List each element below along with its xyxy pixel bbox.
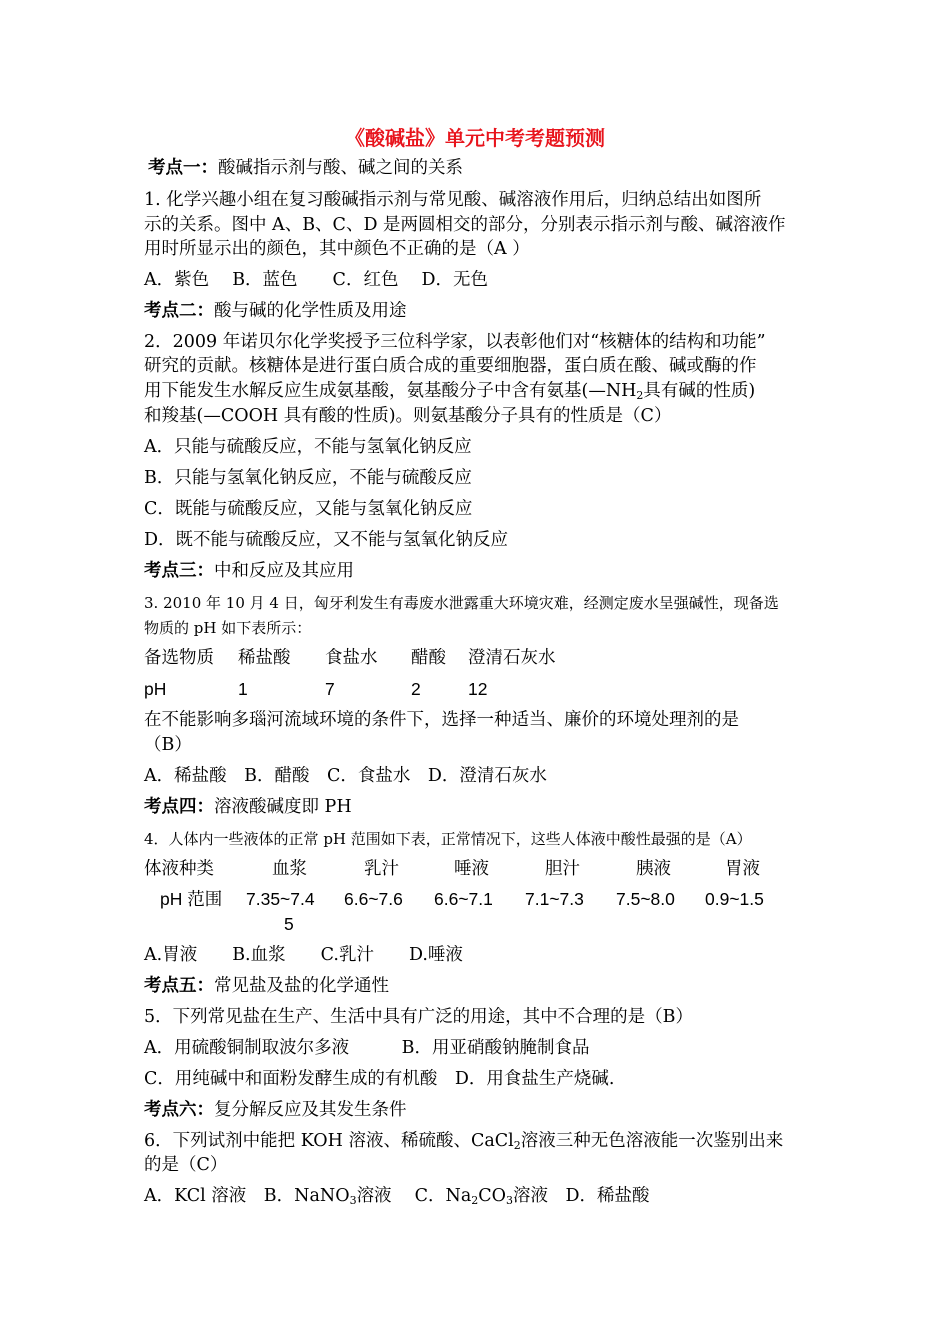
q2-option-a: A．只能与硫酸反应，不能与氢氧化钠反应 [144, 437, 472, 457]
subscript: 3 [349, 1194, 357, 1207]
section-text: 中和反应及其应用 [214, 561, 354, 581]
table-cell: 0.9~1.5 [705, 889, 764, 909]
q2-line-1: 2．2009 年诺贝尔化学奖授予三位科学家，以表彰他们对“核糖体的结构和功能” [144, 332, 766, 352]
table-cell: 7.5~8.0 [616, 889, 675, 909]
subscript: 2 [513, 1139, 521, 1152]
table-cell: pH [144, 679, 167, 699]
section-label: 考点一： [148, 158, 218, 178]
section-text: 溶液酸碱度即 PH [214, 797, 352, 817]
table-header-cell: 澄清石灰水 [468, 648, 556, 668]
text-run: A．KCl 溶液 B．NaNO [144, 1186, 350, 1206]
q4-line-1: 4．人体内一些液体的正常 pH 范围如下表，正常情况下，这些人体液中酸性最强的是（A） [144, 830, 752, 848]
subscript: 2 [636, 389, 644, 402]
q3-line-4: （B） [144, 735, 192, 755]
table-cell: 7.35~7.4 [246, 889, 315, 909]
q3-line-3: 在不能影响多瑙河流域环境的条件下，选择一种适当、廉价的环境处理剂的是 [144, 710, 739, 730]
section-heading-2 [144, 299, 407, 323]
document-title: 《酸碱盐》单元中考考题预测 [345, 126, 605, 150]
section-text: 酸碱指示剂与酸、碱之间的关系 [218, 158, 463, 178]
q4-options: A.胃液 B.血浆 C.乳汁 D.唾液 [144, 945, 463, 965]
section-text: 常见盐及盐的化学通性 [214, 976, 389, 996]
q5-line-2: A．用硫酸铜制取波尔多液 B．用亚硝酸钠腌制食品 [144, 1038, 590, 1058]
q2-line-2: 研究的贡献。核糖体是进行蛋白质合成的重要细胞器，蛋白质在酸、碱或酶的作 [144, 356, 757, 376]
table-cell: 12 [468, 679, 488, 699]
q1-line-2: 示的关系。图中 A、B、C、D 是两圆相交的部分，分别表示指示剂与酸、碱溶液作 [144, 215, 786, 235]
section-heading-5 [144, 974, 389, 998]
section-text: 酸与碱的化学性质及用途 [214, 301, 407, 321]
section-heading-1 [148, 156, 463, 180]
table-cell-wrap: 5 [284, 914, 294, 934]
text-run: CO [478, 1186, 507, 1206]
section-text: 复分解反应及其发生条件 [214, 1100, 407, 1120]
table-cell: 7.1~7.3 [525, 889, 584, 909]
text-run: 用下能发生水解反应生成氨基酸，氨基酸分子中含有氨基(—NH [144, 381, 637, 401]
table-header-cell: 乳汁 [364, 859, 399, 879]
section-heading-4 [144, 795, 352, 819]
section-heading-6 [144, 1098, 407, 1122]
table-header-cell: 食盐水 [325, 648, 378, 668]
q1-line-3: 用时所显示出的颜色，其中颜色不正确的是（A ） [144, 239, 530, 259]
q1-options: A．紫色 B．蓝色 C．红色 D．无色 [144, 270, 489, 290]
table-header-cell: 唾液 [454, 859, 489, 879]
section-heading-3 [144, 559, 354, 583]
section-label: 考点六： [144, 1100, 214, 1120]
table-cell: pH 范围 [160, 889, 223, 909]
section-label: 考点三： [144, 561, 214, 581]
q1-line-1: 1. 化学兴趣小组在复习酸碱指示剂与常见酸、碱溶液作用后，归纳总结出如图所 [144, 190, 762, 210]
table-header-cell: 备选物质 [144, 648, 214, 668]
q3-line-1: 3. 2010 年 10 月 4 日，匈牙利发生有毒废水泄露重大环境灾难，经测定废水呈强碱性，现备选 [144, 594, 779, 612]
q2-option-b: B．只能与氢氧化钠反应，不能与硫酸反应 [144, 468, 472, 488]
q2-line-3 [144, 379, 755, 403]
table-header-cell: 体液种类 [144, 859, 214, 879]
table-cell: 7 [325, 679, 335, 699]
section-label: 考点四： [144, 797, 214, 817]
q2-option-c: C．既能与硫酸反应，又能与氢氧化钠反应 [144, 499, 473, 519]
q6-options [144, 1184, 650, 1208]
table-header-cell: 胰液 [636, 859, 671, 879]
table-header-cell: 胆汁 [545, 859, 580, 879]
table-cell: 2 [411, 679, 421, 699]
q2-line-4: 和羧基(—COOH 具有酸的性质)。则氨基酸分子具有的性质是（C） [144, 406, 672, 426]
table-header-cell: 稀盐酸 [238, 648, 291, 668]
q5-line-1: 5．下列常见盐在生产、生活中具有广泛的用途，其中不合理的是（B） [144, 1007, 693, 1027]
q3-options: A．稀盐酸 B．醋酸 C．食盐水 D．澄清石灰水 [144, 766, 547, 786]
subscript: 2 [471, 1194, 479, 1207]
subscript: 3 [506, 1194, 514, 1207]
table-cell: 6.6~7.1 [434, 889, 493, 909]
table-header-cell: 醋酸 [411, 648, 446, 668]
table-cell: 1 [238, 679, 248, 699]
q6-line-1 [144, 1129, 783, 1153]
text-run: 6．下列试剂中能把 KOH 溶液、稀硫酸、CaCl [144, 1131, 514, 1151]
section-label: 考点五： [144, 976, 214, 996]
text-run: 具有碱的性质) [643, 381, 756, 401]
q3-line-2: 物质的 pH 如下表所示： [144, 619, 312, 637]
text-run: 溶液 C．Na [356, 1186, 472, 1206]
table-header-cell: 血浆 [272, 859, 307, 879]
q5-line-3: C．用纯碱中和面粉发酵生成的有机酸 D．用食盐生产烧碱. [144, 1069, 615, 1089]
text-run: 溶液三种无色溶液能一次鉴别出来 [520, 1131, 784, 1151]
q2-option-d: D．既不能与硫酸反应，又不能与氢氧化钠反应 [144, 530, 509, 550]
text-run: 溶液 D．稀盐酸 [513, 1186, 650, 1206]
q6-line-2: 的是（C） [144, 1155, 228, 1175]
section-label: 考点二： [144, 301, 214, 321]
table-header-cell: 胃液 [725, 859, 760, 879]
table-cell: 6.6~7.6 [344, 889, 403, 909]
